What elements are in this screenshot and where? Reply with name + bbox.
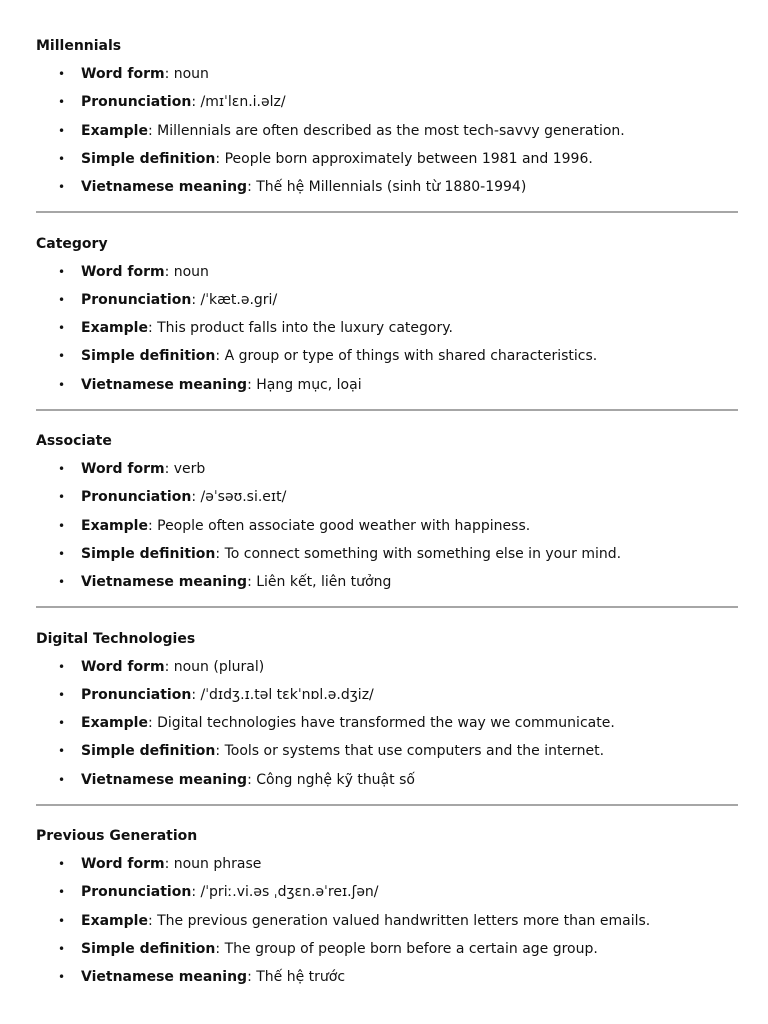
section-divider — [36, 606, 738, 608]
example-label: Example — [81, 517, 148, 534]
word-form-value: noun — [173, 263, 209, 280]
list-item-example: • Example: Digital technologies have transformed the way we communicate. — [58, 715, 615, 731]
example-label: Example — [81, 715, 148, 731]
pronunciation-value: /ˈdɪdʒ.ɪ.təl tɛkˈnɒl.ə.dʒiz/ — [200, 686, 374, 703]
vietnamese-meaning-value: Thế hệ trước — [256, 969, 346, 985]
bullet-icon: • — [58, 67, 66, 81]
pronunciation-label: Pronunciation — [81, 291, 192, 308]
list-item-vietnamese-meaning: • Vietnamese meaning: Thế hệ trước — [58, 969, 346, 985]
list-item-simple-definition: • Simple definition: Tools or systems that use computers and the internet. — [58, 743, 605, 760]
pronunciation-label: Pronunciation — [81, 686, 192, 703]
entry-details-list — [36, 459, 738, 600]
word-form-label: Word form — [81, 66, 165, 82]
list-item-pronunciation: • Pronunciation: /əˈsəʊ.si.eɪt/ — [58, 489, 287, 506]
bullet-icon: • — [58, 151, 66, 166]
entry-details-list — [36, 262, 738, 403]
bullet-icon: • — [58, 180, 66, 194]
example-label: Example — [81, 122, 148, 139]
bullet-icon: • — [58, 292, 66, 307]
vocab-entry-millennials — [36, 36, 738, 234]
vietnamese-meaning-label: Vietnamese meaning — [81, 574, 248, 590]
pronunciation-value: /ˈkæt.ə.gri/ — [200, 291, 278, 308]
vocab-entry-previous-generation — [36, 826, 738, 1024]
vietnamese-meaning-value: Thế hệ Millennials (sinh từ 1880-1994) — [256, 179, 527, 195]
bullet-icon: • — [58, 857, 66, 871]
vietnamese-meaning-value: Hạng mục, loại — [256, 376, 362, 393]
word-form-label: Word form — [81, 461, 165, 477]
pronunciation-value: /ˈpriː.vi.əs ˌdʒɛn.əˈreɪ.ʃən/ — [200, 884, 379, 901]
bullet-icon: • — [58, 687, 66, 702]
entry-title: Associate — [36, 433, 112, 449]
section-divider — [36, 409, 738, 411]
bullet-icon: • — [58, 885, 66, 900]
bullet-icon: • — [58, 575, 66, 589]
word-form-value: noun phrase — [173, 856, 262, 872]
bullet-icon: • — [58, 659, 66, 674]
bullet-icon: • — [58, 490, 66, 505]
bullet-icon: • — [58, 377, 66, 392]
list-item-simple-definition: • Simple definition: The group of people born before a certain age group. — [58, 940, 598, 957]
example-value: The previous generation valued handwritten letters more than emails. — [157, 912, 651, 929]
list-item-vietnamese-meaning: • Vietnamese meaning: Thế hệ Millennials (sinh từ 1880-1994) — [58, 179, 527, 195]
bullet-icon: • — [58, 462, 66, 476]
list-item-word-form: • Word form: noun phrase — [58, 856, 262, 872]
list-item-word-form: • Word form: noun — [58, 66, 209, 82]
word-form-label: Word form — [81, 658, 165, 675]
entry-title: Digital Technologies — [36, 630, 196, 647]
vietnamese-meaning-label: Vietnamese meaning — [81, 179, 248, 195]
pronunciation-label: Pronunciation — [81, 884, 192, 901]
section-divider — [36, 211, 738, 213]
vietnamese-meaning-value: Liên kết, liên tưởng — [256, 574, 392, 590]
list-item-example: • Example: This product falls into the luxury category. — [58, 320, 453, 336]
bullet-icon: • — [58, 970, 66, 984]
list-item-vietnamese-meaning: • Vietnamese meaning: Hạng mục, loại — [58, 376, 362, 393]
bullet-icon: • — [58, 941, 66, 956]
section-divider — [36, 804, 738, 806]
example-value: People often associate good weather with happiness. — [157, 517, 531, 534]
list-item-example: • Example: People often associate good weather with happiness. — [58, 517, 531, 534]
list-item-word-form: • Word form: noun — [58, 263, 209, 280]
pronunciation-value: /mɪˈlɛn.i.əlz/ — [200, 94, 286, 111]
entry-details-list — [36, 854, 738, 995]
vietnamese-meaning-label: Vietnamese meaning — [81, 376, 248, 393]
word-form-label: Word form — [81, 263, 165, 280]
simple-definition-label: Simple definition — [81, 545, 216, 562]
bullet-icon: • — [58, 913, 66, 928]
simple-definition-label: Simple definition — [81, 743, 216, 760]
simple-definition-value: To connect something with something else in your mind. — [224, 545, 622, 562]
bullet-icon: • — [58, 123, 66, 138]
simple-definition-value: People born approximately between 1981 and 1996. — [224, 150, 593, 167]
vocab-entry-category — [36, 234, 738, 432]
example-value: Millennials are often described as the most tech-savvy generation. — [157, 122, 625, 139]
word-form-label: Word form — [81, 856, 165, 872]
example-label: Example — [81, 912, 148, 929]
list-item-vietnamese-meaning: • Vietnamese meaning: Liên kết, liên tưởng — [58, 574, 392, 590]
example-label: Example — [81, 320, 148, 336]
list-item-pronunciation: • Pronunciation: /ˈkæt.ə.gri/ — [58, 291, 278, 308]
simple-definition-label: Simple definition — [81, 940, 216, 957]
bullet-icon: • — [58, 264, 66, 279]
bullet-icon: • — [58, 772, 66, 787]
simple-definition-label: Simple definition — [81, 348, 216, 365]
vietnamese-meaning-value: Công nghệ kỹ thuật số — [256, 771, 415, 788]
bullet-icon: • — [58, 349, 66, 364]
pronunciation-value: /əˈsəʊ.si.eɪt/ — [200, 489, 287, 506]
pronunciation-label: Pronunciation — [81, 94, 192, 111]
example-value: Digital technologies have transformed the way we communicate. — [157, 715, 615, 731]
list-item-simple-definition: • Simple definition: A group or type of things with shared characteristics. — [58, 348, 598, 365]
entry-title: Millennials — [36, 38, 122, 54]
entry-details-list — [36, 64, 738, 205]
list-item-simple-definition: • Simple definition: People born approximately between 1981 and 1996. — [58, 150, 593, 167]
bullet-icon: • — [58, 321, 66, 335]
bullet-icon: • — [58, 546, 66, 561]
list-item-pronunciation: • Pronunciation: /ˈdɪdʒ.ɪ.təl tɛkˈnɒl.ə.dʒiz/ — [58, 686, 374, 703]
entry-details-list — [36, 657, 738, 798]
bullet-icon: • — [58, 716, 66, 730]
vietnamese-meaning-label: Vietnamese meaning — [81, 771, 248, 788]
simple-definition-value: Tools or systems that use computers and the internet. — [224, 743, 605, 760]
pronunciation-label: Pronunciation — [81, 489, 192, 506]
list-item-word-form: • Word form: verb — [58, 461, 206, 477]
word-form-value: verb — [173, 461, 206, 477]
vocab-entry-associate — [36, 431, 738, 629]
list-item-vietnamese-meaning: • Vietnamese meaning: Công nghệ kỹ thuật số — [58, 771, 415, 788]
example-value: This product falls into the luxury category. — [157, 320, 453, 336]
list-item-simple-definition: • Simple definition: To connect something with something else in your mind. — [58, 545, 622, 562]
list-item-word-form: • Word form: noun (plural) — [58, 658, 265, 675]
word-form-value: noun — [173, 66, 209, 82]
bullet-icon: • — [58, 518, 66, 533]
bullet-icon: • — [58, 95, 66, 110]
vietnamese-meaning-label: Vietnamese meaning — [81, 969, 248, 985]
entry-title: Category — [36, 235, 108, 252]
word-form-value: noun (plural) — [173, 658, 265, 675]
list-item-pronunciation: • Pronunciation: /mɪˈlɛn.i.əlz/ — [58, 94, 286, 111]
simple-definition-value: A group or type of things with shared characteristics. — [224, 348, 598, 365]
entry-title: Previous Generation — [36, 828, 198, 844]
list-item-example: • Example: Millennials are often described as the most tech-savvy generation. — [58, 122, 625, 139]
vocab-entry-digital-technologies — [36, 629, 738, 827]
list-item-example: • Example: The previous generation valued handwritten letters more than emails. — [58, 912, 651, 929]
simple-definition-value: The group of people born before a certain age group. — [224, 940, 598, 957]
bullet-icon: • — [58, 744, 66, 759]
simple-definition-label: Simple definition — [81, 150, 216, 167]
list-item-pronunciation: • Pronunciation: /ˈpriː.vi.əs ˌdʒɛn.əˈreɪ.ʃən/ — [58, 884, 379, 901]
